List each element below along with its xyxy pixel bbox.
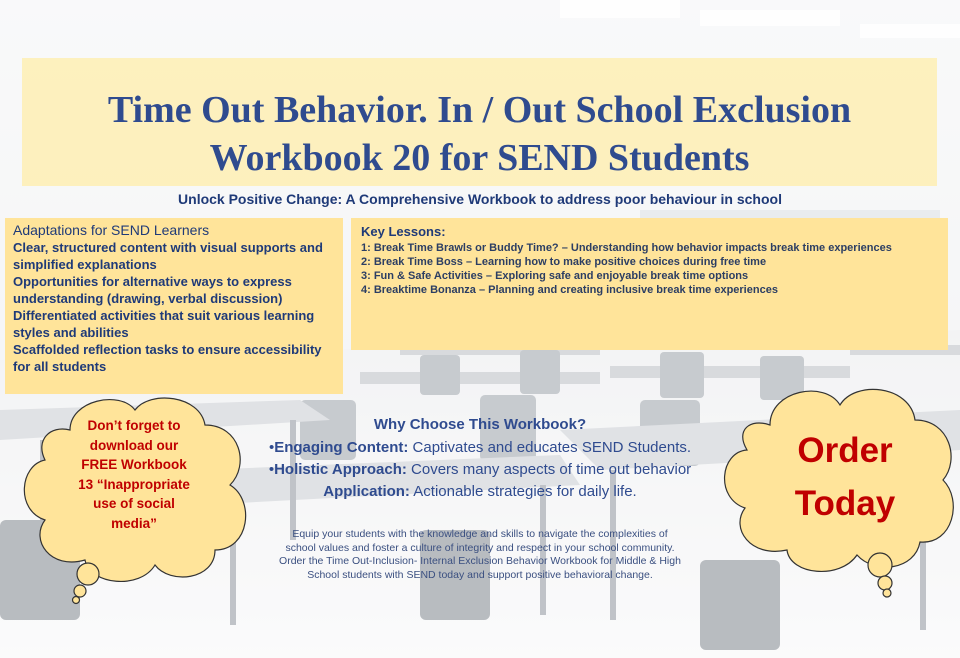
why-item-label: Application: [323, 483, 410, 500]
list-item: Opportunities for alternative ways to express understanding (drawing, verbal discussion) [13, 274, 292, 306]
list-item [230, 437, 730, 459]
equip-line: Equip your students with the knowledge and skills to navigate the complexities of [292, 528, 668, 540]
list-item: 1: Break Time Brawls or Buddy Time? – Understanding how behavior impacts break time experiences [361, 242, 892, 254]
equip-line: School students with SEND today and support positive behavioral change. [307, 568, 653, 581]
list-item: Scaffolded reflection tasks to ensure accessibility for all students [13, 342, 322, 374]
cloud-line: FREE Workbook [81, 457, 187, 472]
adaptations-heading: Adaptations for SEND Learners [13, 222, 210, 238]
key-lessons-heading: Key Lessons: [361, 224, 446, 239]
title-line-1: Time Out Behavior. In / Out School Exclusion [107, 89, 852, 131]
why-heading: Why Choose This Workbook? [373, 416, 587, 433]
list-item: 2: Break Time Boss – Learning how to make positive choices during free time [361, 256, 767, 268]
equip-line: school values and foster a culture of integrity and respect in your school community. [285, 541, 675, 554]
why-item-text: Captivates and educates SEND Students. [408, 439, 692, 456]
order-today-label[interactable] [760, 424, 930, 530]
why-item-text: Actionable strategies for daily life. [409, 483, 637, 500]
list-item [230, 459, 730, 481]
adaptations-panel [5, 218, 343, 394]
left-cloud-message [44, 416, 224, 533]
adaptations-list [5, 239, 343, 375]
cloud-line: media” [111, 515, 157, 531]
page-title [22, 86, 937, 182]
cloud-line: download our [89, 437, 179, 453]
list-item: Differentiated activities that suit various learning styles and abilities [13, 308, 315, 340]
cloud-line: Don’t forget to [87, 418, 181, 433]
equip-line: Order the Time Out-Inclusion- Internal Exclusion Behavior Workbook for Middle & High [279, 555, 681, 567]
cloud-line: Today [794, 484, 896, 523]
bullet: • [268, 461, 275, 478]
cloud-line: use of social [93, 496, 175, 511]
why-item-label: Engaging Content: [274, 439, 409, 456]
bullet: • [268, 439, 275, 456]
why-choose-section [230, 415, 730, 503]
cloud-line: Order [797, 431, 893, 470]
cloud-line: 13 “Inappropriate [78, 476, 190, 492]
why-item-label: Holistic Approach: [274, 461, 407, 478]
list-item: Clear, structured content with visual supports and simplified explanations [13, 240, 323, 272]
list-item [230, 481, 730, 503]
subtitle: Unlock Positive Change: A Comprehensive Workbook to address poor behaviour in school [178, 191, 782, 207]
title-line-2: Workbook 20 for SEND Students [209, 137, 750, 179]
why-item-text: Covers many aspects of time out behavior [406, 461, 692, 478]
key-lessons-panel [351, 218, 948, 350]
list-item: 3: Fun & Safe Activities – Exploring safe and enjoyable break time options [361, 270, 749, 282]
why-list [230, 437, 730, 503]
list-item: 4: Breaktime Bonanza – Planning and creating inclusive break time experiences [361, 284, 778, 296]
equip-paragraph [250, 528, 710, 582]
key-lessons-list [351, 240, 948, 297]
